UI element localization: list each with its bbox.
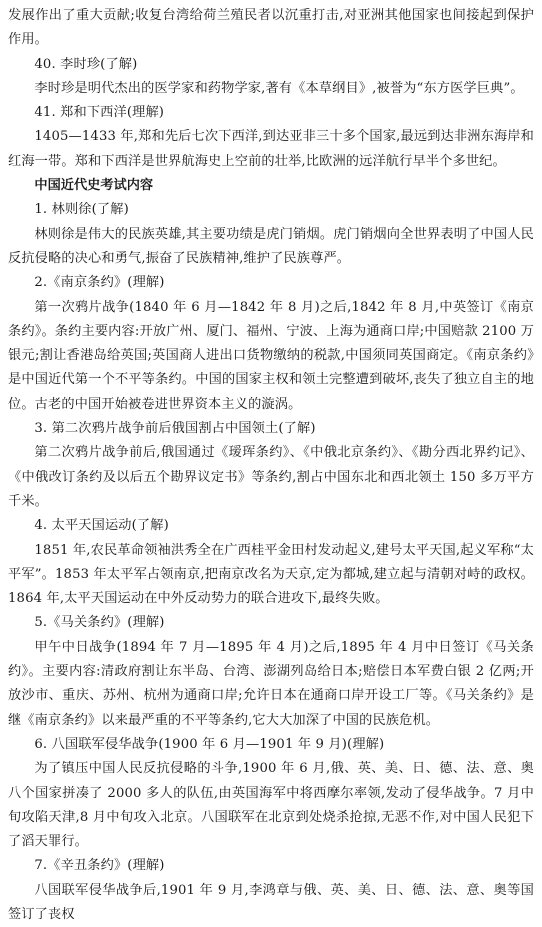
body-paragraph: 第二次鸦片战争前后,俄国通过《瑷珲条约》、《中俄北京条约》、《勘分西北界约记》、《中俄改订条约及以后五个勘界议定书》等条约,割占中国东北和西北领土 150 多万平方千米。 — [8, 445, 534, 509]
item-heading: 40. 李时珍(了解) — [34, 56, 138, 72]
body-paragraph: 1851 年,农民革命领袖洪秀全在广西桂平金田村发动起义,建号太平天国,起义军称“太平军”。1853 年太平军占领南京,把南京改名为天京,定为都城,建立起与清朝对峙的政权。1864 年,太平天国运动在中外反动势力的联合进攻下,最终失败。 — [8, 542, 534, 607]
body-paragraph: 甲午中日战争(1894 年 7 月—1895 年 4 月)之后,1895 年 4 月中日签订《马关条约》。主要内容:清政府割让东半岛、台湾、澎湖列岛给日本;赔偿日本军费白银 2 亿两;开放沙市、重庆、苏州、杭州为通商口岸;允许日本在通商口岸开设工厂等。《马关条约》是继《南京条约》以来最严重的不平等条约,它大大加深了中国的民族危机。 — [8, 639, 534, 728]
item-heading: 2.《南京条约》(理解) — [34, 275, 165, 291]
body-paragraph: 八国联军侵华战争后,1901 年 9 月,李鸿章与俄、英、美、日、德、法、意、奥等国签订了丧权 — [8, 882, 534, 922]
item-heading: 3. 第二次鸦片战争前后俄国割占中国领土(了解) — [34, 421, 316, 437]
body-paragraph: 发展作出了重大贡献;收复台湾给荷兰殖民者以沉重打击,对亚洲其他国家也间接起到保护作用。 — [8, 8, 534, 48]
body-paragraph: 林则徐是伟大的民族英雄,其主要功绩是虎门销烟。虎门销烟向全世界表明了中国人民反抗侵略的决心和勇气,振奋了民族精神,维护了民族尊严。 — [8, 226, 534, 266]
body-paragraph: 1405—1433 年,郑和先后七次下西洋,到达亚非三十多个国家,最远到达非洲东海岸和红海一带。郑和下西洋是世界航海史上空前的壮举,比欧洲的远洋航行早半个多世纪。 — [8, 129, 534, 169]
item-heading: 1. 林则徐(了解) — [34, 202, 129, 218]
body-paragraph: 为了镇压中国人民反抗侵略的斗争,1900 年 6 月,俄、英、美、日、德、法、意、奥八个国家拼凑了 2000 多人的队伍,由英国海军中将西摩尔率领,发动了侵华战争。7 月中旬攻陷天津,8 月中旬攻入北京。八国联军在北京到处烧杀抢掠,无恶不作,对中国人民犯下了滔天罪行。 — [8, 761, 534, 850]
section-title: 中国近代史考试内容 — [34, 178, 154, 194]
item-heading: 7.《辛丑条约》(理解) — [34, 858, 165, 874]
item-heading: 6. 八国联军侵华战争(1900 年 6 月—1901 年 9 月)(理解) — [34, 736, 385, 752]
body-paragraph: 第一次鸦片战争(1840 年 6 月—1842 年 8 月)之后,1842 年 8 月,中英签订《南京条约》。条约主要内容:开放广州、厦门、福州、宁波、上海为通商口岸;中国赔款 2100 万银元;割让香港岛给英国;英国商人进出口货物缴纳的税款,中国须同英国商定。《南京条约》是中国近代第一个不平等条约。中国的国家主权和领土完整遭到破坏,丧失了独立自主的地位。古老的中国开始被卷进世界资本主义的漩涡。 — [8, 299, 534, 412]
item-heading: 41. 郑和下西洋(理解) — [34, 105, 165, 121]
item-heading: 5.《马关条约》(理解) — [34, 615, 165, 631]
body-paragraph: 李时珍是明代杰出的医学家和药物学家,著有《本草纲目》,被誉为“东方医学巨典”。 — [34, 80, 524, 96]
item-heading: 4. 太平天国运动(了解) — [34, 518, 169, 534]
